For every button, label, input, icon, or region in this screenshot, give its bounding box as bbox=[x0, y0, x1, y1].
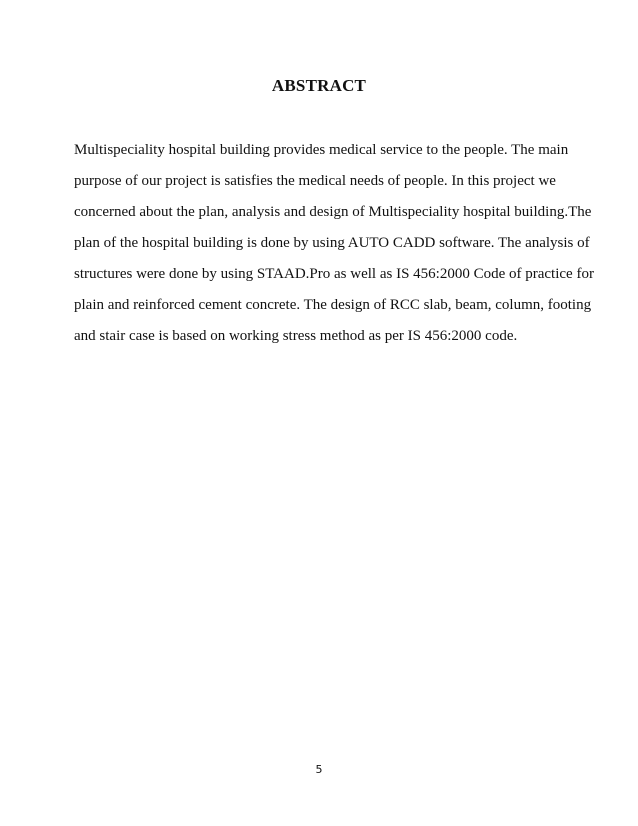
abstract-body bbox=[74, 141, 594, 358]
abstract-line: purpose of our project is satisfies the medical needs of people. In this project we bbox=[74, 173, 556, 189]
abstract-heading: ABSTRACT bbox=[271, 76, 367, 95]
abstract-line: Multispeciality hospital building provides medical service to the people. The main bbox=[74, 142, 569, 158]
abstract-line: plan of the hospital building is done by using AUTO CADD software. The analysis of bbox=[74, 235, 590, 251]
abstract-line: and stair case is based on working stress method as per IS 456:2000 code. bbox=[74, 328, 518, 344]
page-number: 5 bbox=[315, 763, 323, 776]
abstract-line: structures were done by using STAAD.Pro as well as IS 456:2000 Code of practice for bbox=[74, 266, 594, 282]
abstract-line: concerned about the plan, analysis and design of Multispeciality hospital building.The bbox=[74, 204, 592, 220]
abstract-line: plain and reinforced cement concrete. The design of RCC slab, beam, column, footing bbox=[74, 297, 592, 313]
